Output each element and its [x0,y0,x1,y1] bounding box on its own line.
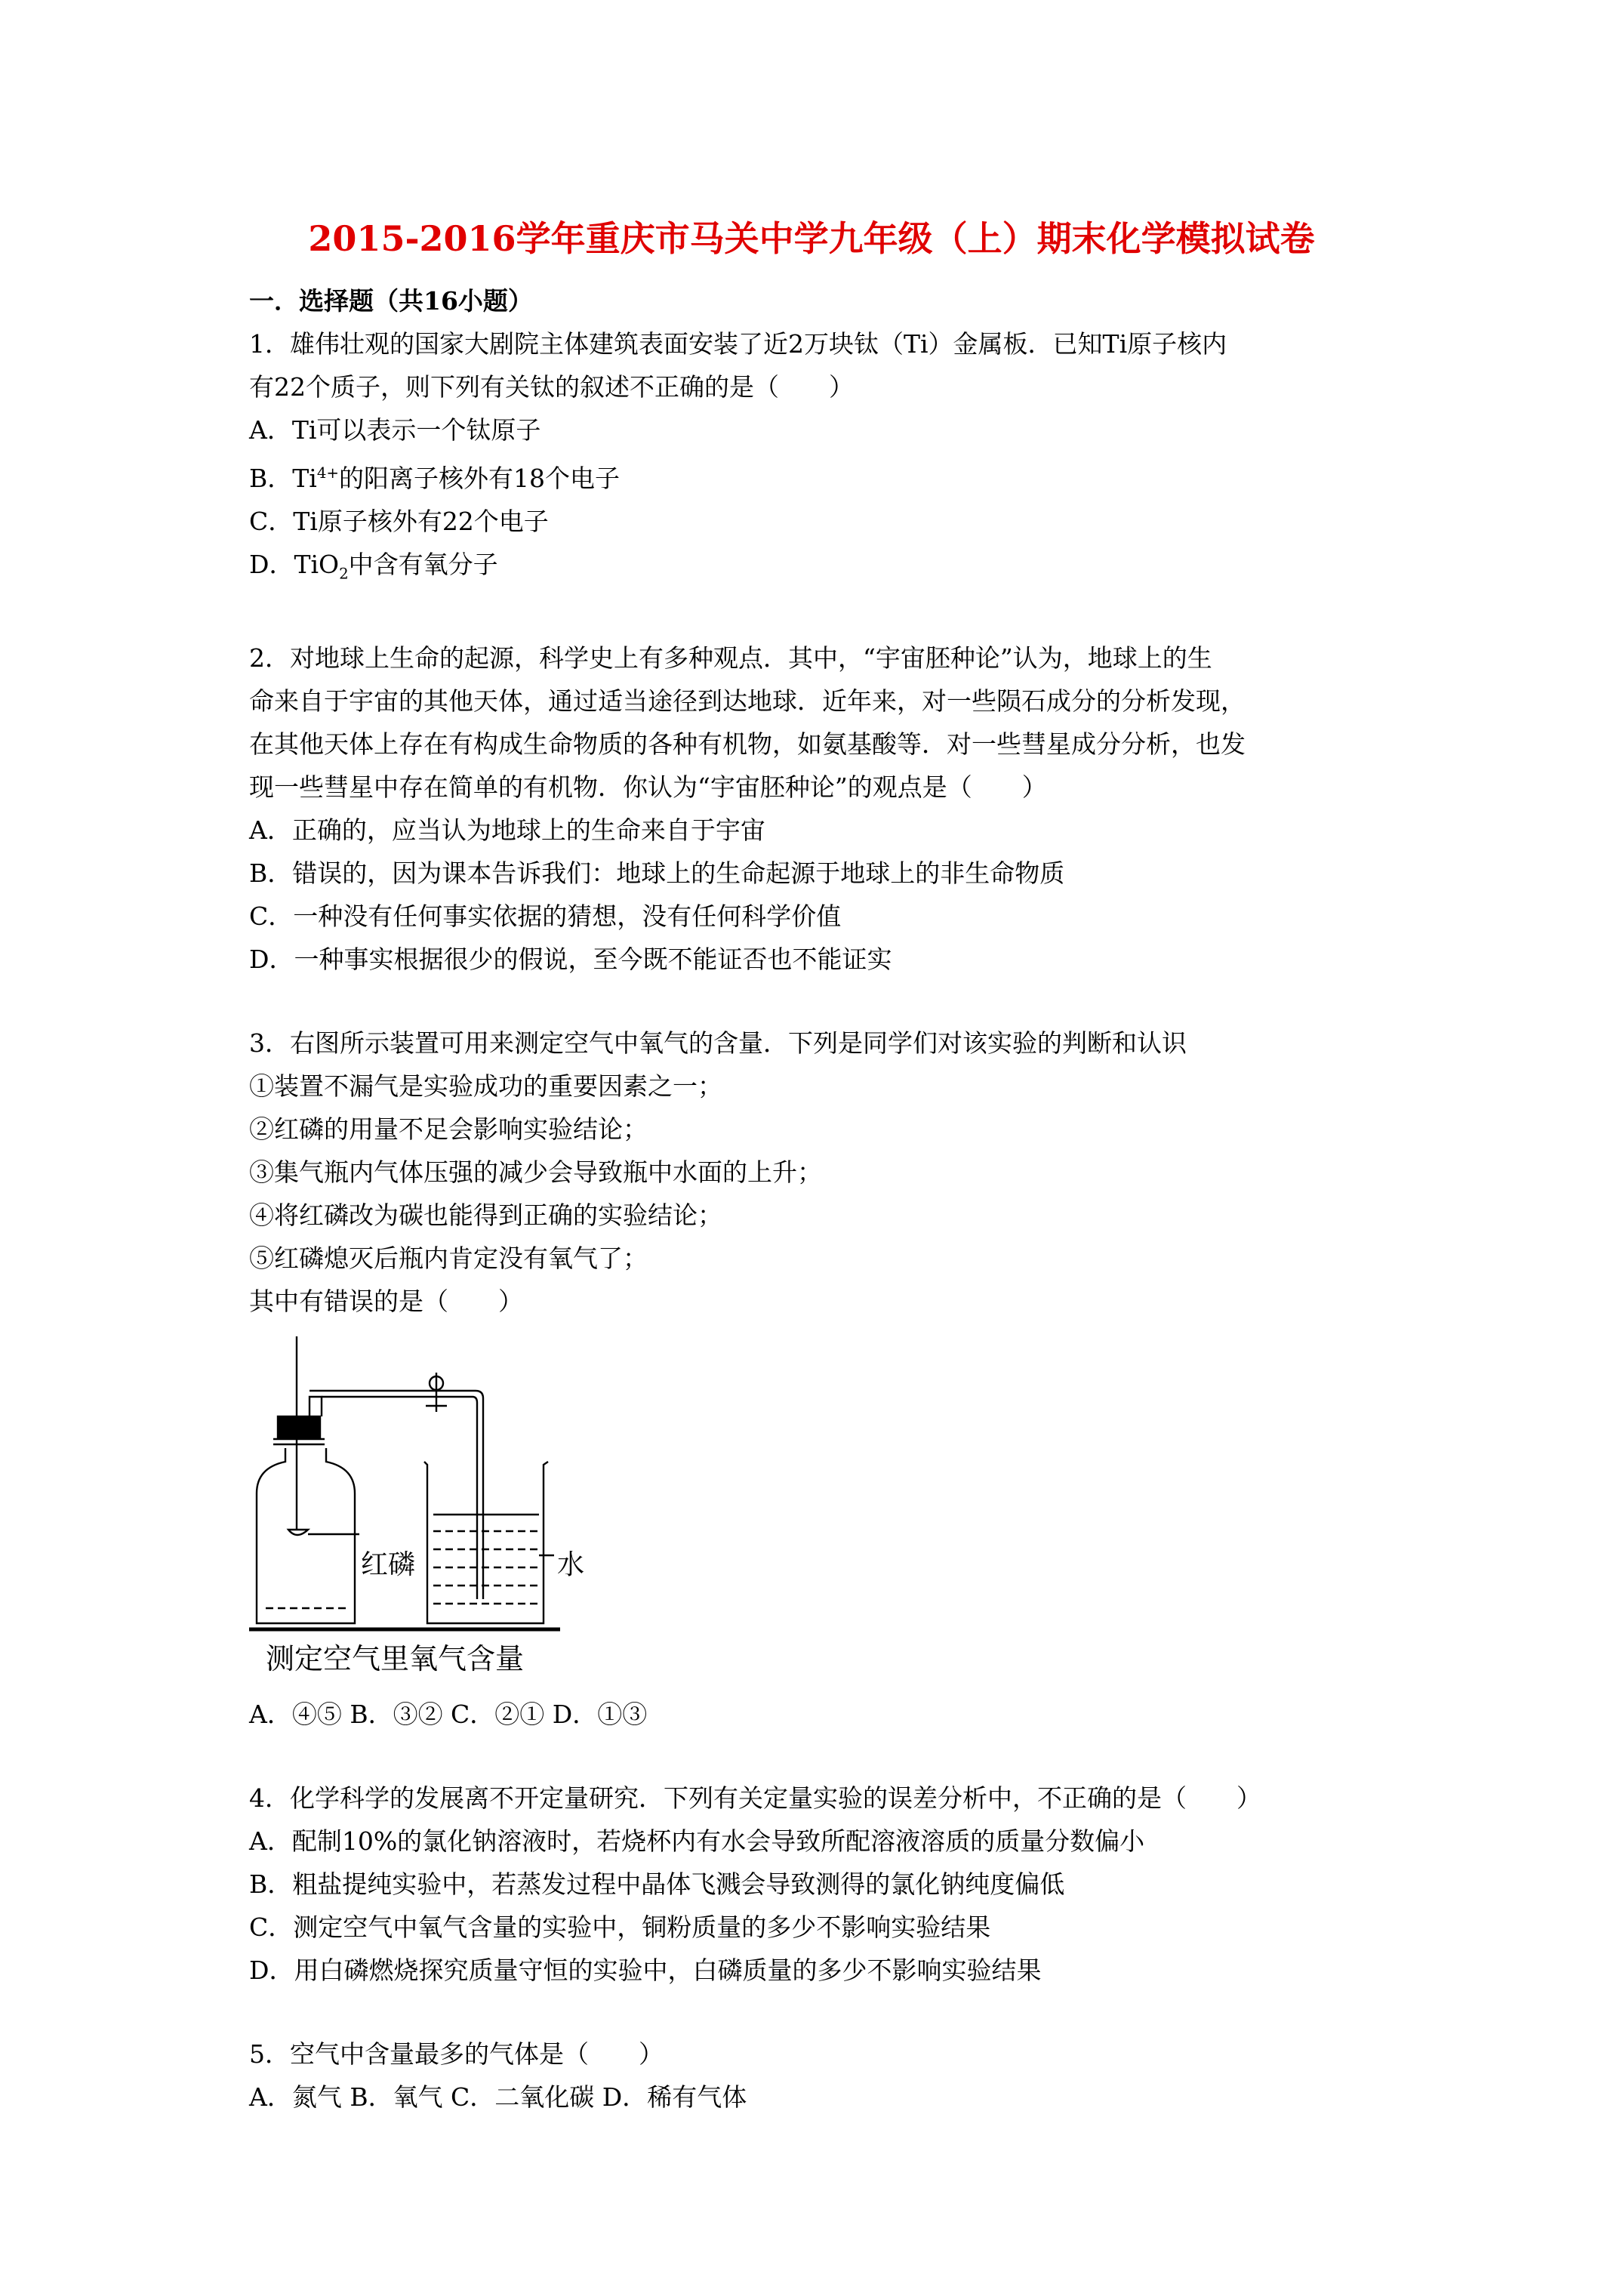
q1-stem-line-2: 有22个质子，则下列有关钛的叙述不正确的是（ ） [249,372,854,402]
q4-option-b: B．粗盐提纯实验中，若蒸发过程中晶体飞溅会导致测得的氯化钠纯度偏低 [249,1869,1065,1899]
q3-options: A．④⑤ B．③② C．②① D．①③ [249,1699,648,1729]
q1-option-d-subscript: 2 [339,565,349,583]
q2-stem-line-3: 在其他天体上存在有构成生命物质的各种有机物，如氨基酸等．对一些彗星成分分析，也发 [249,729,1246,759]
question-1 [249,322,1397,596]
question-4 [249,1777,1397,1992]
q1-option-d [249,543,1397,596]
q2-stem-line-4: 现一些彗星中存在简单的有机物．你认为“宇宙胚种论”的观点是（ ） [249,772,1047,802]
q3-apparatus-figure [249,1327,627,1690]
q1-option-a: A．Ti可以表示一个钛原子 [249,415,541,445]
q3-statement-3: ③集气瓶内气体压强的减少会导致瓶中水面的上升； [249,1157,822,1187]
q1-option-b-superscript: 4+ [316,464,339,482]
question-2 [249,636,1397,981]
q4-stem: 4．化学科学的发展离不开定量研究．下列有关定量实验的误差分析中，不正确的是（ ） [249,1783,1261,1813]
section-heading: 一．选择题（共16小题） [249,286,533,316]
q1-option-b-prefix: B．Ti [249,464,317,493]
q1-option-d-prefix: D．TiO [249,550,340,579]
q1-option-b-text: 的阳离子核外有18个电子 [339,464,620,493]
label-red-phosphorus: 红磷 [361,1549,416,1580]
q1-option-b [249,451,1397,500]
question-3 [249,1022,1397,1736]
q3-statement-1: ①装置不漏气是实验成功的重要因素之一； [249,1071,722,1101]
question-5 [249,2032,1397,2119]
q3-statement-2: ②红磷的用量不足会影响实验结论； [249,1114,648,1144]
q4-option-c: C．测定空气中氧气含量的实验中，铜粉质量的多少不影响实验结果 [249,1912,991,1942]
q2-option-d: D．一种事实根据很少的假说，至今既不能证否也不能证实 [249,944,892,974]
q2-option-a: A．正确的，应当认为地球上的生命来自于宇宙 [249,815,765,845]
q2-stem-line-1: 2．对地球上生命的起源，科学史上有多种观点．其中，“宇宙胚种论”认为，地球上的生 [249,643,1212,673]
exam-content [249,279,1397,2119]
q2-stem-line-2: 命来自于宇宙的其他天体，通过适当途径到达地球．近年来，对一些陨石成分的分析发现， [249,686,1246,716]
q3-ask: 其中有错误的是（ ） [249,1286,523,1316]
exam-title: 2015-2016学年重庆市马关中学九年级（上）期末化学模拟试卷 [308,218,1315,259]
q3-stem: 3．右图所示装置可用来测定空气中氧气的含量．下列是同学们对该实验的判断和认识 [249,1028,1187,1058]
q4-option-a: A．配制10%的氯化钠溶液时，若烧杯内有水会导致所配溶液溶质的质量分数偏小 [249,1826,1145,1856]
q1-option-d-text: 中含有氧分子 [348,550,498,579]
q5-stem: 5．空气中含量最多的气体是（ ） [249,2039,664,2069]
q5-options: A．氮气 B．氧气 C．二氧化碳 D．稀有气体 [249,2082,747,2112]
q1-option-c: C．Ti原子核外有22个电子 [249,507,549,536]
q3-statement-5: ⑤红磷熄灭后瓶内肯定没有氧气了； [249,1243,648,1273]
figure-caption: 测定空气里氧气含量 [266,1641,525,1675]
label-water: 水 [557,1549,585,1580]
q3-statement-4: ④将红磷改为碳也能得到正确的实验结论； [249,1200,722,1230]
q2-option-c: C．一种没有任何事实依据的猜想，没有任何科学价值 [249,901,842,931]
q2-option-b: B．错误的，因为课本告诉我们：地球上的生命起源于地球上的非生命物质 [249,858,1065,888]
q4-option-d: D．用白磷燃烧探究质量守恒的实验中，白磷质量的多少不影响实验结果 [249,1955,1042,1985]
q1-stem-line-1: 1．雄伟壮观的国家大剧院主体建筑表面安装了近2万块钛（Ti）金属板．已知Ti原子核内 [249,329,1227,359]
